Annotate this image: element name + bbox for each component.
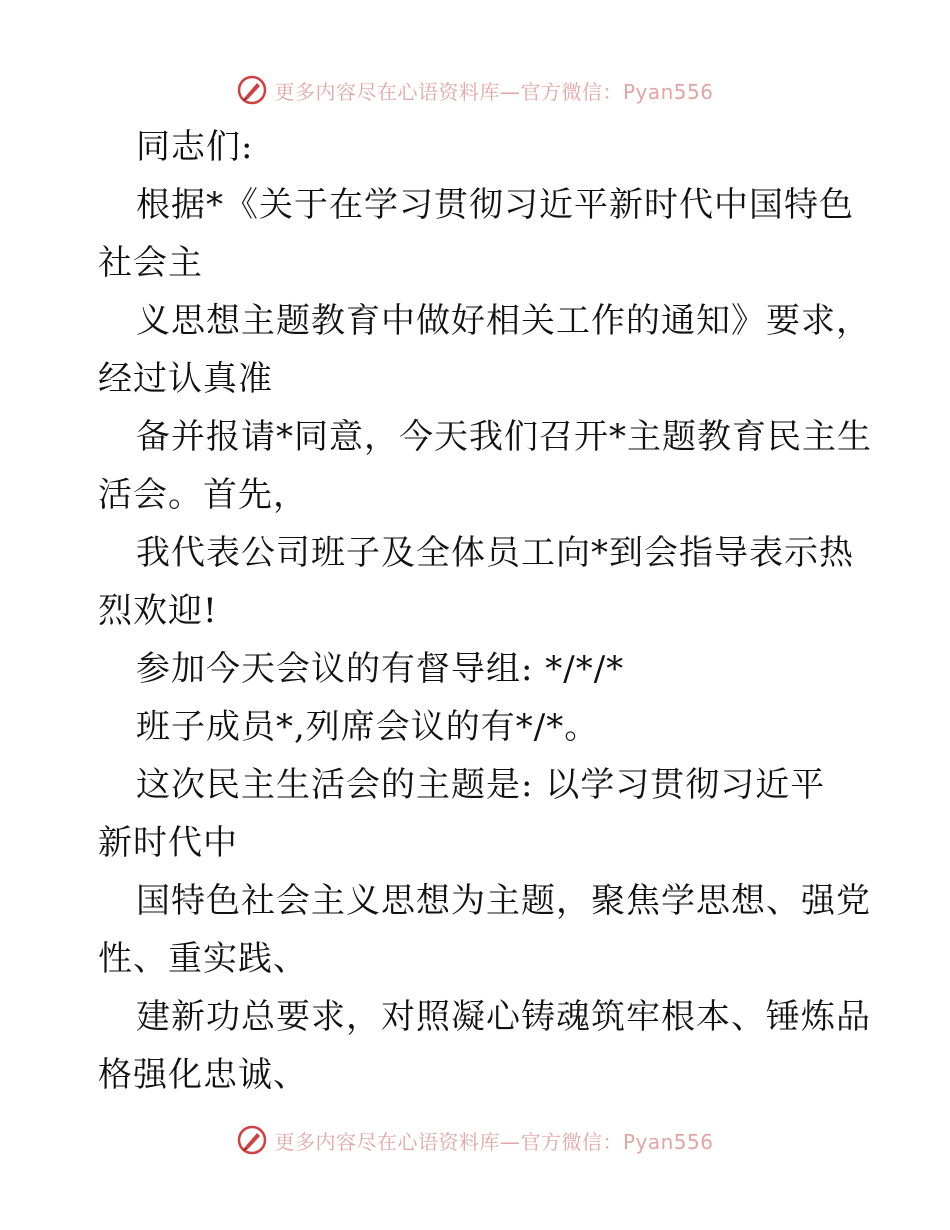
paragraph-line: 国特色社会主义思想为主题，聚焦学思想、强党 (136, 881, 871, 921)
paragraph-line: 班子成员*,列席会议的有*/*。 (136, 707, 600, 747)
watermark-text: 更多内容尽在心语资料库—官方微信：Pyan556 (274, 1129, 714, 1154)
pen-logo-icon (236, 74, 268, 106)
paragraph-line: 备并报请*同意，今天我们召开*主题教育民主生 (136, 417, 872, 457)
footer-watermark (0, 1120, 950, 1160)
paragraph-line: 社会主 (98, 243, 203, 283)
document-body (98, 118, 872, 1104)
paragraph-line: 经过认真准 (98, 359, 273, 399)
paragraph-line: 性、重实践、 (98, 939, 308, 979)
paragraph-line: 新时代中 (98, 823, 238, 863)
paragraph-line: 这次民主生活会的主题是: 以学习贯彻习近平 (136, 765, 826, 805)
paragraph-line: 我代表公司班子及全体员工向*到会指导表示热 (136, 533, 854, 573)
paragraph-line: 格强化忠诚、 (98, 1055, 308, 1095)
paragraph-line: 义思想主题教育中做好相关工作的通知》要求， (136, 301, 871, 341)
pen-logo-icon (236, 1124, 268, 1156)
paragraph-line: 烈欢迎! (98, 591, 218, 631)
header-watermark (0, 70, 950, 110)
paragraph-line: 同志们: (136, 127, 254, 167)
paragraph-line: 建新功总要求，对照凝心铸魂筑牢根本、锤炼品 (136, 997, 871, 1037)
paragraph-line: 根据*《关于在学习贯彻习近平新时代中国特色 (136, 185, 854, 225)
paragraph-line: 参加今天会议的有督导组: */*/* (136, 649, 625, 689)
watermark-text: 更多内容尽在心语资料库—官方微信：Pyan556 (274, 79, 714, 104)
paragraph-line: 活会。首先， (98, 475, 308, 515)
